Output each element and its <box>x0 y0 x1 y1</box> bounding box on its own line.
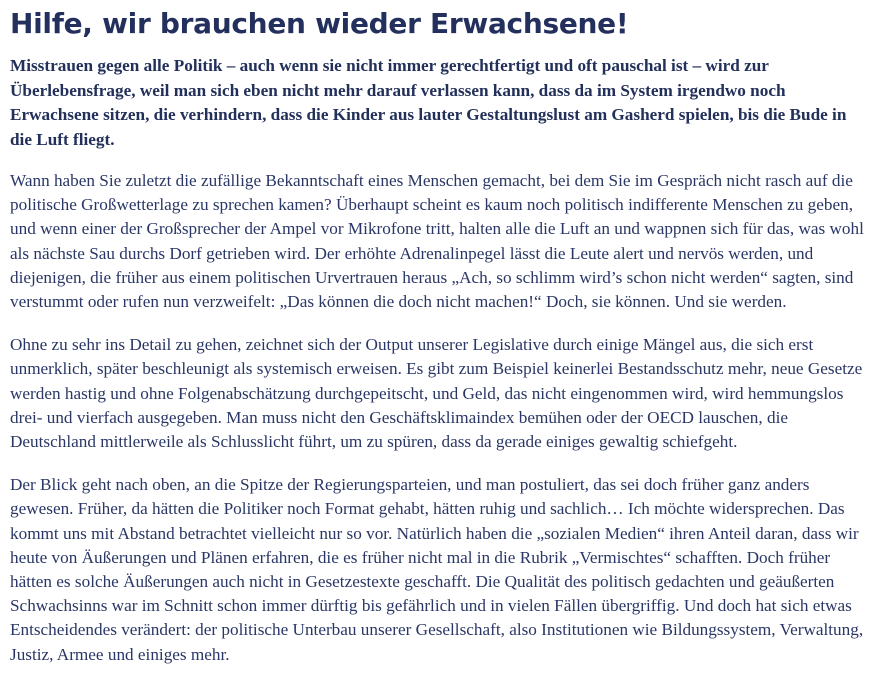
article-paragraph-2: Ohne zu sehr ins Detail zu gehen, zeichnet sich der Output unserer Legislative durch einige Mängel aus, die sich erst unmerklich, später beschleunigt als systemisch erweisen. Es gibt zum Beispiel keinerlei Bestandsschutz mehr, neue Gesetze werden hastig und ohne Folgenabschätzung durchgepeitscht, und Geld, das nicht eingenommen wird, wird hemmungslos drei- und vierfach ausgegeben. Man muss nicht den Geschäftsklimaindex bemühen oder der OECD lauschen, die Deutschland mittlerweile als Schlusslicht führt, um zu spüren, dass da gerade einiges gewaltig schiefgeht. <box>10 335 863 452</box>
article-lead: Misstrauen gegen alle Politik – auch wenn sie nicht immer gerechtfertigt und oft pauschal ist – wird zur Überlebensfrage, weil man sich eben nicht mehr darauf verlassen kann, dass da im System irgendwo noch Erwachsene sitzen, die verhindern, dass die Kinder aus lauter Gestaltungslust am Gasherd spielen, bis die Bude in die Luft fliegt. <box>10 56 847 149</box>
article-headline: Hilfe, wir brauchen wieder Erwachsene! <box>10 7 629 40</box>
article-paragraph-3: Der Blick geht nach oben, an die Spitze der Regierungsparteien, und man postuliert, das sei doch früher ganz anders gewesen. Früher, da hätten die Politiker noch Format gehabt, hätten ruhig und sachlich… Ich möchte widersprechen. Das kommt uns mit Abstand betrachtet vielleicht nur so vor. Natürlich haben die „sozialen Medien“ ihren Anteil daran, dass wir heute von Äußerungen und Plänen erfahren, die es früher nicht mal in die Rubrik „Vermischtes“ schafften. Doch früher hätten es solche Äußerungen auch nicht in Gesetzestexte geschafft. Die Qualität des politisch gedachten und geäußerten Schwachsinns war im Schnitt schon immer dürftig bis gefährlich und in vielen Fällen übergriffig. Und doch hat sich etwas Entscheidendes verändert: der politische Unterbau unserer Gesellschaft, also Institutionen wie Bildungssystem, Verwaltung, Justiz, Armee und einiges mehr. <box>10 475 864 664</box>
article-paragraph-1: Wann haben Sie zuletzt die zufällige Bekanntschaft eines Menschen gemacht, bei dem Sie im Gespräch nicht rasch auf die politische Großwetterlage zu sprechen kamen? Überhaupt scheint es kaum noch politisch indifferente Menschen zu geben, und wenn einer der Großsprecher der Ampel vor Mikrofone tritt, halten alle die Luft an und wappnen sich für das, was wohl als nächste Sau durchs Dorf getrieben wird. Der erhöhte Adrenalinpegel lässt die Leute alert und nervös werden, und diejenigen, die früher aus einem politischen Urvertrauen heraus „Ach, so schlimm wird’s schon nicht werden“ sagten, sind verstummt oder rufen nun verzweifelt: „Das können die doch nicht machen!“ Doch, sie können. Und sie werden. <box>10 171 864 312</box>
article <box>10 0 872 667</box>
